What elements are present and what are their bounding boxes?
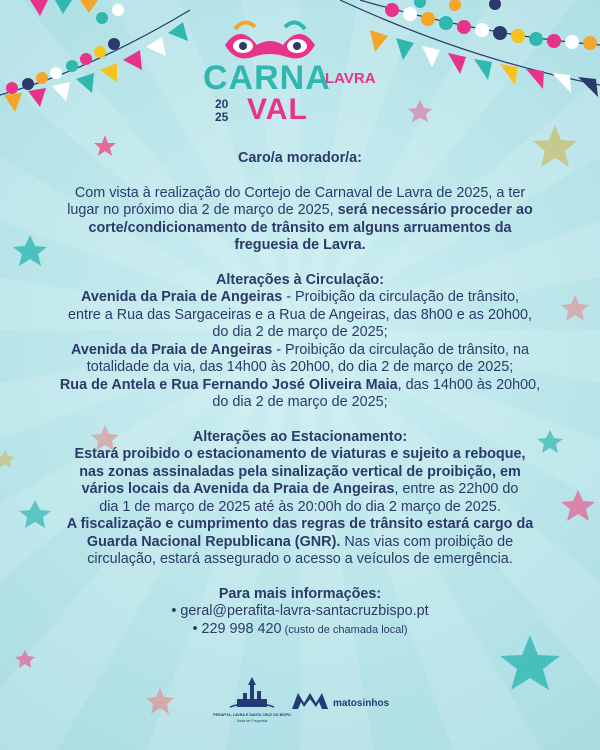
star-icon	[0, 450, 15, 468]
intro-text: lugar no próximo dia 2 de março de 2025,	[67, 202, 338, 218]
info-title: Para mais informações:	[218, 585, 382, 602]
star-icon	[15, 650, 35, 668]
greeting: Caro/a morador/a:	[238, 150, 362, 166]
circulation-item-1	[20, 289, 580, 307]
item-text: - Proibição da circulação de trânsito,	[282, 289, 520, 305]
matosinhos-m-icon	[292, 693, 328, 709]
intro-line-1: Com vista à realização do Cortejo de Carnaval de Lavra de 2025, a ter	[74, 184, 526, 201]
tower-icon	[230, 677, 274, 707]
parking-line-4: dia 1 de março de 2025 até às 20:00h do dia 2 março de 2025.	[99, 498, 501, 515]
parking-line-6	[20, 534, 580, 552]
matosinhos-wordmark: matosinhos	[333, 698, 390, 709]
intro-line-2	[20, 202, 580, 220]
parish-subtitle: Junta de Freguesia	[236, 719, 268, 723]
star-icon	[408, 100, 432, 122]
footer-logos	[0, 675, 600, 735]
item-text: , das 14h00 às 20h00,	[397, 376, 541, 393]
parking-text: Nas vias com proibição de	[340, 533, 514, 550]
parking-line-3	[20, 481, 580, 499]
parking-text: , entre as 22h00 do	[394, 481, 519, 497]
intro-line-3: corte/condicionamento de trânsito em alguns arruamentos da	[88, 219, 512, 236]
phone-note: (custo de chamada local)	[281, 623, 408, 636]
logo-word-carna: CARNA	[203, 59, 331, 97]
circulation-item-2	[20, 342, 580, 360]
contact-email[interactable]: • geral@perafita-lavra-santacruzbispo.pt	[171, 603, 429, 619]
intro-line-4: freguesia de Lavra.	[234, 237, 366, 253]
logo-year-top: 20	[215, 97, 229, 111]
parking-line-7: circulação, estará assegurado o acesso a veículos de emergência.	[87, 551, 513, 567]
carnaval-logo	[195, 15, 405, 125]
logo-place-lavra: LAVRA	[325, 70, 376, 87]
street-name: Avenida da Praia de Angeiras	[80, 289, 283, 305]
circulation-item-1-line-3: do dia 2 de março de 2025;	[212, 324, 388, 340]
circulation-item-2-line-2: totalidade da via, das 14h00 às 20h00, do dia 2 de março de 2025;	[86, 359, 514, 375]
circulation-item-3	[20, 377, 580, 395]
parking-line-1: Estará proibido o estacionamento de viaturas e sujeito a reboque,	[74, 446, 526, 462]
gnr-emphasis: Guarda Nacional Republicana (GNR).	[86, 533, 341, 550]
intro-emphasis: será necessário proceder ao	[337, 202, 533, 218]
street-name: Avenida da Praia de Angeiras	[70, 341, 273, 358]
matosinhos-logo	[292, 693, 390, 709]
parking-title: Alterações ao Estacionamento:	[192, 428, 408, 445]
logo-year-bottom: 25	[215, 110, 229, 124]
bunting-left	[0, 0, 190, 112]
parking-line-5: A fiscalização e cumprimento das regras de trânsito estará cargo da	[66, 516, 534, 532]
parking-emphasis: vários locais da Avenida da Praia de Angeiras	[81, 481, 395, 497]
logo-word-val: VAL	[247, 93, 308, 125]
circulation-item-3-line-2: do dia 2 de março de 2025;	[212, 394, 388, 410]
phone-number[interactable]: • 229 998 420	[192, 620, 282, 637]
circulation-title: Alterações à Circulação:	[216, 271, 384, 288]
parish-logo	[213, 677, 291, 723]
notice-text	[20, 150, 580, 639]
contact-phone[interactable]	[20, 621, 580, 640]
parking-line-2: nas zonas assinaladas pela sinalização vertical de proibição, em	[79, 463, 521, 480]
street-name: Rua de Antela e Rua Fernando José Oliveira Maia	[59, 376, 398, 393]
circulation-item-1-line-2: entre a Rua das Sargaceiras e a Rua de Angeiras, das 8h00 e as 20h00,	[67, 306, 532, 323]
item-text: - Proibição da circulação de trânsito, na	[272, 341, 530, 358]
mask-icon	[225, 22, 315, 58]
parish-name: PERAFITA, LAVRA E SANTA CRUZ DO BISPO	[213, 713, 291, 717]
